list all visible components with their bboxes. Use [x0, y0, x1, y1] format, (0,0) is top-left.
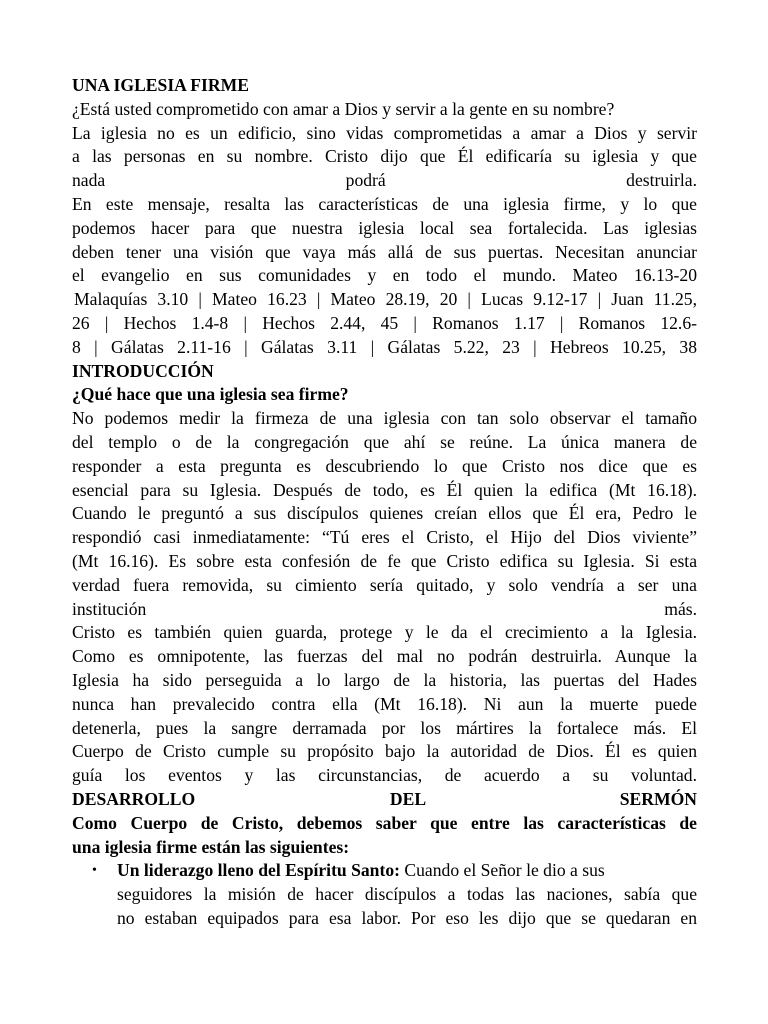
- intro-line: nada podrá destruirla.: [72, 170, 697, 191]
- intro-line: el evangelio en sus comunidades y en todo el mundo. Mateo 16.13-20: [72, 265, 697, 286]
- intro-line: deben tener una visión que vaya más allá de sus puertas. Necesitan anunciar: [72, 241, 697, 262]
- body-line: Iglesia ha sido perseguida a lo largo de la historia, las puertas del Hades: [72, 669, 697, 690]
- body-line: responder a esta pregunta es descubriendo lo que Cristo nos dice que es: [72, 455, 697, 476]
- body-line: respondió casi inmediatamente: “Tú eres el Cristo, el Hijo del Dios viviente”: [72, 527, 697, 548]
- question-heading: ¿Qué hace que una iglesia sea firme?: [72, 384, 349, 405]
- document-content: [72, 74, 697, 931]
- body-line: (Mt 16.16). Es sobre esta confesión de fe que Cristo edifica su Iglesia. Si esta: [72, 550, 697, 571]
- list-item: [72, 859, 697, 930]
- body-line: Como es omnipotente, las fuerzas del mal no podrán destruirla. Aunque la: [72, 646, 697, 667]
- body-line: del templo o de la congregación que ahí se reúne. La única manera de: [72, 431, 697, 452]
- list-item-text: Cuando el Señor le dio a sus: [400, 860, 605, 881]
- body-line: institución más.: [72, 598, 697, 619]
- body-line: detenerla, pues la sangre derramada por los mártires la fortalece más. El: [72, 717, 697, 738]
- body-line: nunca han prevalecido contra ella (Mt 16.18). Ni aun la muerte puede: [72, 693, 697, 714]
- body-line: guía los eventos y las circunstancias, de acuerdo a su voluntad.: [72, 765, 697, 786]
- intro-line: La iglesia no es un edificio, sino vidas comprometidas a amar a Dios y servir: [72, 122, 697, 143]
- bullet-icon: •: [92, 863, 97, 879]
- desarrollo-heading: DESARROLLO DEL SERMÓN: [72, 788, 697, 809]
- intro-line: podemos hacer para que nuestra iglesia local sea fortalecida. Las iglesias: [72, 217, 697, 238]
- intro-line: En este mensaje, resalta las características de una iglesia firme, y lo que: [72, 193, 697, 214]
- intro-line: ¿Está usted comprometido con amar a Dios y servir a la gente en su nombre?: [72, 98, 615, 119]
- body-line: Cristo es también quien guarda, protege y le da el crecimiento a la Iglesia.: [72, 622, 697, 643]
- list-item-line: no estaban equipados para esa labor. Por eso les dijo que se quedaran en: [117, 907, 697, 928]
- list-item-label: Un liderazgo lleno del Espíritu Santo:: [117, 860, 400, 881]
- scripture-references-line: 26 | Hechos 1.4-8 | Hechos 2.44, 45 | Romanos 1.17 | Romanos 12.6-: [72, 312, 697, 333]
- body-line: No podemos medir la firmeza de una iglesia con tan solo observar el tamaño: [72, 408, 697, 429]
- list-item-line: seguidores la misión de hacer discípulos a todas las naciones, sabía que: [117, 884, 697, 905]
- body-line: esencial para su Iglesia. Después de todo, es Él quien la edifica (Mt 16.18).: [72, 479, 697, 500]
- body-line: Cuando le preguntó a sus discípulos quienes creían ellos que Él era, Pedro le: [72, 503, 697, 524]
- scripture-references-line: Malaquías 3.10 | Mateo 16.23 | Mateo 28.19, 20 | Lucas 9.12-17 | Juan 11.25,: [74, 289, 697, 310]
- intro-line: a las personas en su nombre. Cristo dijo que Él edificaría su iglesia y que: [72, 146, 697, 167]
- scripture-references-line: 8 | Gálatas 2.11-16 | Gálatas 3.11 | Gálatas 5.22, 23 | Hebreos 10.25, 38: [72, 336, 697, 357]
- bold-intro-line: una iglesia firme están las siguientes:: [72, 836, 350, 857]
- list-item-first-line: [117, 859, 697, 883]
- bold-intro-line: Como Cuerpo de Cristo, debemos saber que entre las características de: [72, 812, 697, 833]
- body-line: verdad fuera removida, su cimiento sería quitado, y solo vendría a ser una: [72, 574, 697, 595]
- document-title: UNA IGLESIA FIRME: [72, 75, 249, 95]
- introduccion-heading: INTRODUCCIÓN: [72, 360, 214, 381]
- body-line: Cuerpo de Cristo cumple su propósito bajo la autoridad de Dios. Él es quien: [72, 741, 697, 762]
